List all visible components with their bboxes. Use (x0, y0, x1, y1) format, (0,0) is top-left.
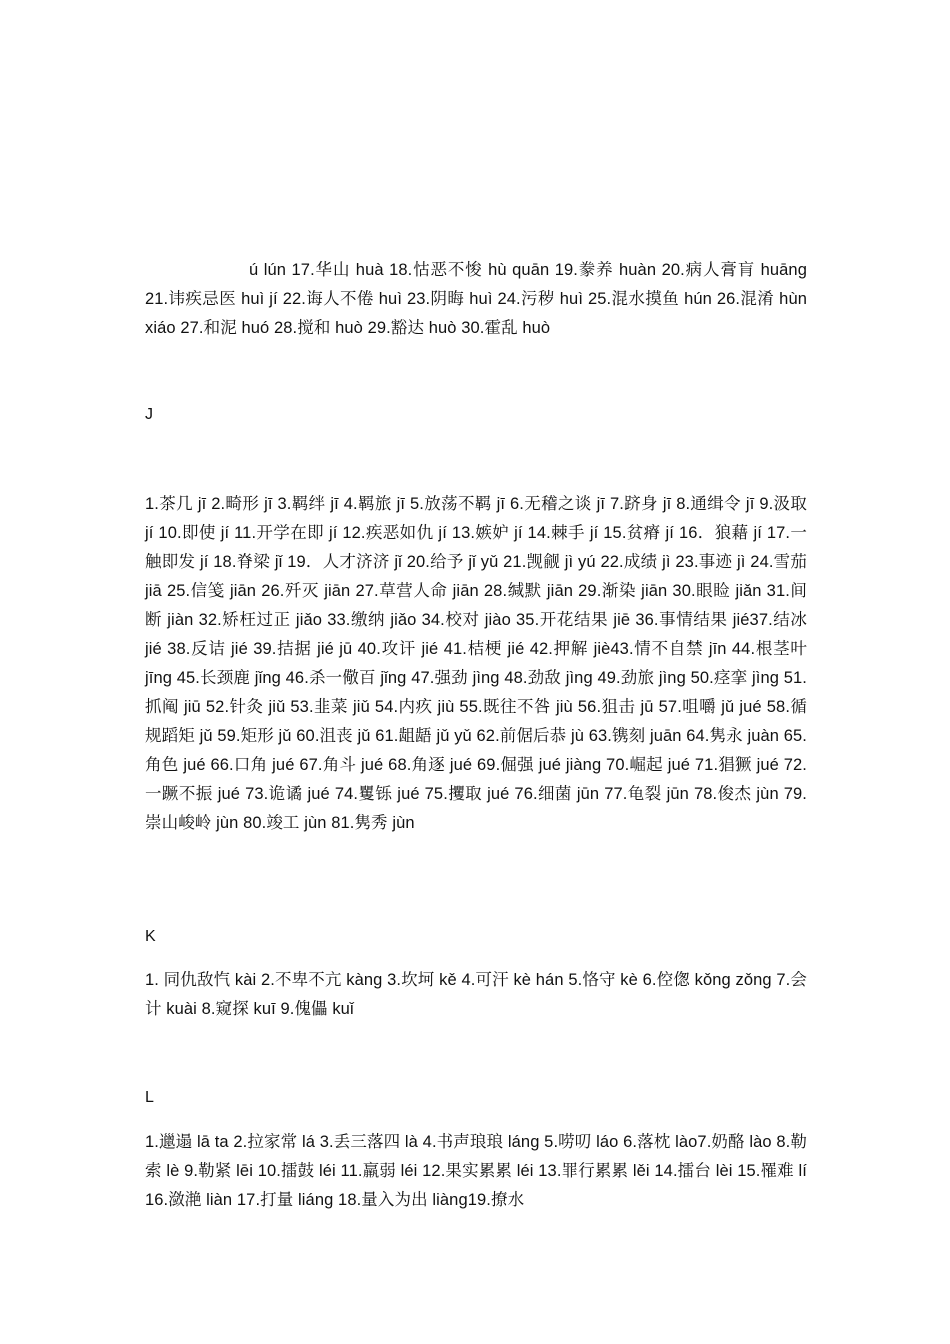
section-h-continued-paragraph: ú lún 17.华山 huà 18.怙恶不悛 hù quān 19.豢养 huàn 20.病人膏肓 huāng 21.讳疾忌医 huì jí 22.诲人不倦 huì 23.阴晦 huì 24.污秽 huì 25.混水摸鱼 hún 26.混淆 hùn xiáo 27.和泥 huó 28.搅和 huò 29.豁达 huò 30.霍乱 huò (145, 261, 807, 337)
section-heading-k: K (145, 928, 156, 945)
section-j-paragraph: 1.茶几 jī 2.畸形 jī 3.羁绊 jī 4.羁旅 jī 5.放荡不羁 jī 6.无稽之谈 jī 7.跻身 jī 8.通缉令 jī 9.汲取 jí 10.即使 jí 11.开学在即 jí 12.疾恶如仇 jí 13.嫉妒 jí 14.棘手 jí 15.贫瘠 jí 16．狼藉 jí 17.一触即发 jí 18.脊梁 jǐ 19．人才济济 jǐ 20.给予 jǐ yǔ 21.觊觎 jì yú 22.成绩 jì 23.事迹 jì 24.雪茄 jiā 25.信笺 jiān 26.歼灭 jiān 27.草营人命 jiān 28.缄默 jiān 29.渐染 jiān 30.眼睑 jiǎn 31.间断 jiàn 32.矫枉过正 jiǎo 33.缴纳 jiǎo 34.校对 jiào 35.开花结果 jiē 36.事情结果 jié37.结冰 jié 38.反诘 jié 39.拮据 jié jū 40.攻讦 jié 41.桔梗 jié 42.押解 jiè43.情不自禁 jīn 44.根茎叶 jīng 45.长颈鹿 jǐng 46.杀一儆百 jǐng 47.强劲 jìng 48.劲敌 jìng 49.劲旅 jìng 50.痉挛 jìng 51.抓阄 jiū 52.针灸 jiǔ 53.韭菜 jiǔ 54.内疚 jiù 55.既往不咎 jiù 56.狙击 jū 57.咀嚼 jǔ jué 58.循规蹈矩 jǔ 59.矩形 jǔ 60.沮丧 jǔ 61.龃龉 jǔ yǔ 62.前倨后恭 jù 63.镌刻 juān 64.隽永 juàn 65.角色 jué 66.口角 jué 67.角斗 jué 68.角逐 jué 69.倔强 jué jiàng 70.崛起 jué 71.猖獗 jué 72.一蹶不振 jué 73.诡谲 jué 74.矍铄 jué 75.攫取 jué 76.细菌 jūn 77.龟裂 jūn 78.俊杰 jùn 79.崇山峻岭 jùn 80.竣工 jùn 81.隽秀 jùn (145, 495, 807, 832)
section-k-paragraph: 1. 同仇敌忾 kài 2.不卑不亢 kàng 3.坎坷 kě 4.可汗 kè hán 5.恪守 kè 6.倥偬 kǒng zǒng 7.会计 kuài 8.窥探 kuī 9.傀儡 kuǐ (145, 971, 807, 1018)
section-heading-l: L (145, 1089, 154, 1106)
section-heading-j: J (145, 406, 153, 423)
section-l-paragraph: 1.邋遢 lā ta 2.拉家常 lá 3.丢三落四 là 4.书声琅琅 láng 5.唠叨 láo 6.落枕 lào7.奶酪 lào 8.勒索 lè 9.勒紧 lēi 10.擂鼓 léi 11.羸弱 léi 12.果实累累 léi 13.罪行累累 lěi 14.擂台 lèi 15.罹难 lí 16.潋滟 liàn 17.打量 liáng 18.量入为出 liàng19.撩水 (145, 1133, 807, 1209)
